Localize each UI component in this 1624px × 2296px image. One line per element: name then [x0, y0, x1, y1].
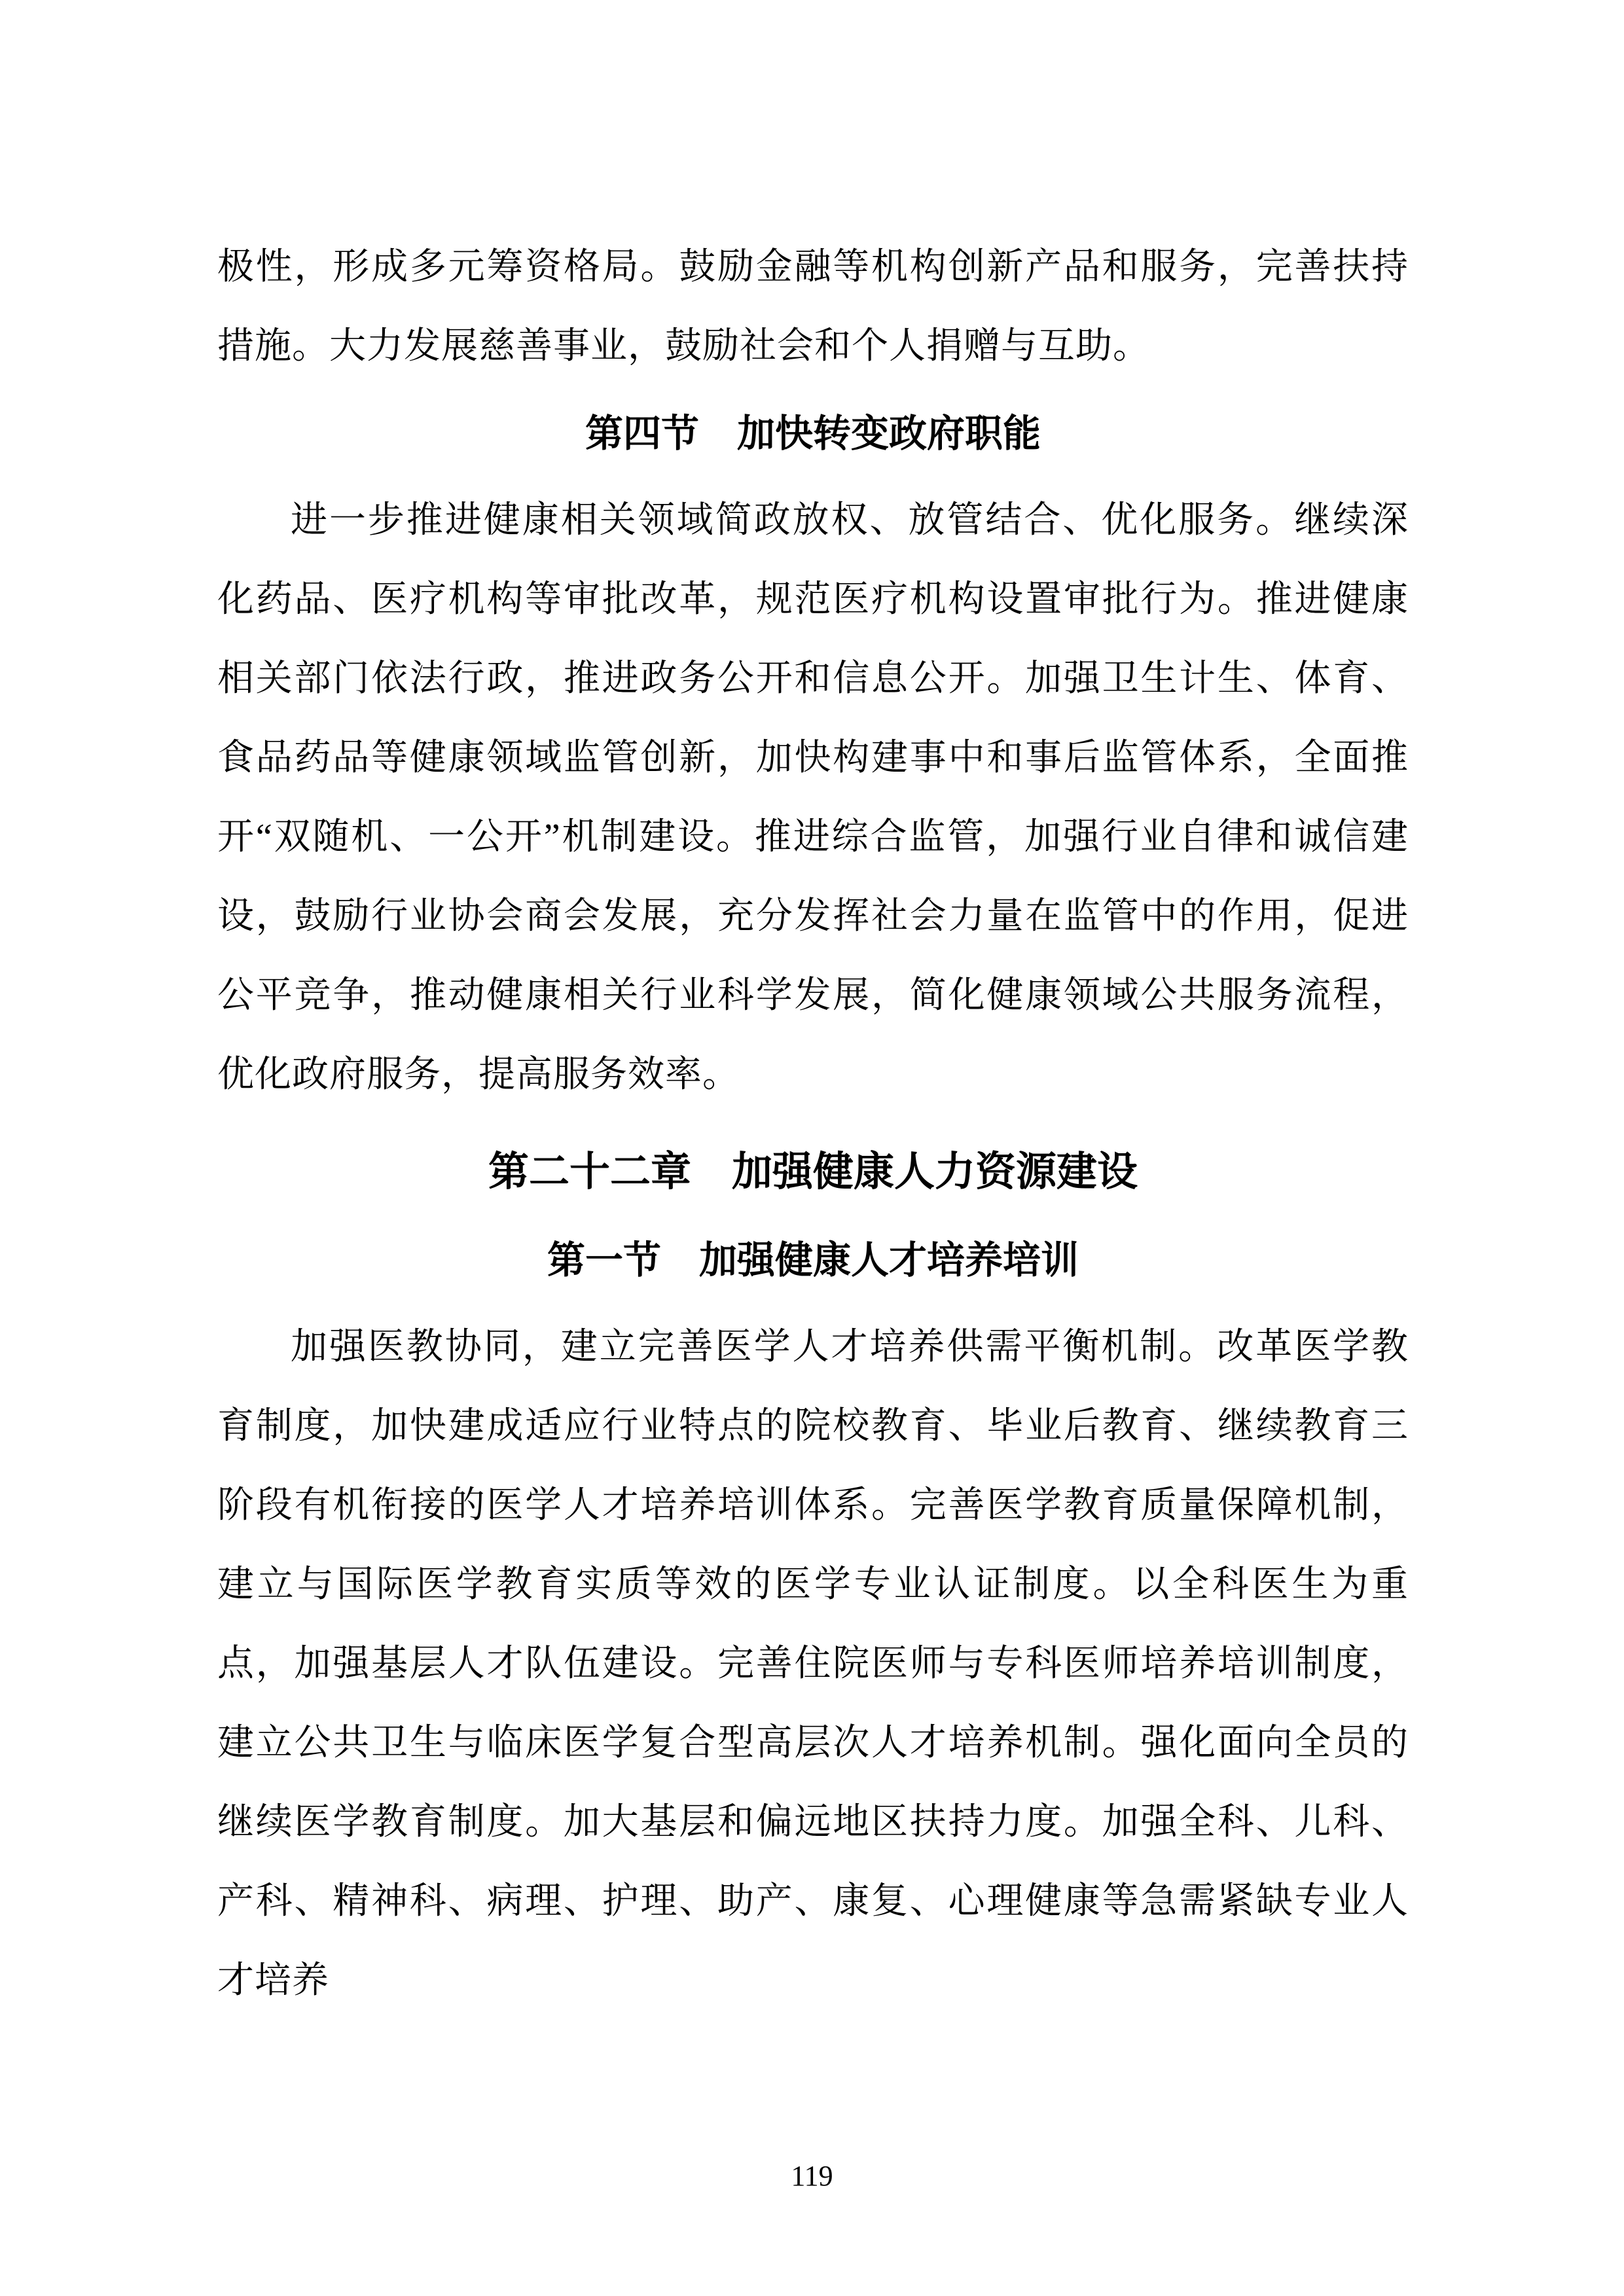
paragraph: 进一步推进健康相关领域简政放权、放管结合、优化服务。继续深化药品、医疗机构等审批改革，规范医疗机构设置审批行为。推进健康相关部门依法行政，推进政务公开和信息公开。加强卫生计生、体育、食品药品等健康领域监管创新，加快构建事中和事后监管体系，全面推开“双随机、一公开”机制建设。推进综合监管，加强行业自律和诚信建设，鼓励行业协会商会发展，充分发挥社会力量在监管中的作用，促进公平竞争，推动健康相关行业科学发展，简化健康领域公共服务流程，优化政府服务，提高服务效率。 [217, 500, 1409, 1095]
paragraph: 加强医教协同，建立完善医学人才培养供需平衡机制。改革医学教育制度，加快建成适应行业特点的院校教育、毕业后教育、继续教育三阶段有机衔接的医学人才培养培训体系。完善医学教育质量保障机制，建立与国际医学教育实质等效的医学专业认证制度。以全科医生为重点，加强基层人才队伍建设。完善住院医师与专科医师培养培训制度，建立公共卫生与临床医学复合型高层次人才培养机制。强化面向全员的继续医学教育制度。加大基层和偏远地区扶持力度。加强全科、儿科、产科、精神科、病理、护理、助产、康复、心理健康等急需紧缺专业人才培养 [217, 1327, 1409, 2001]
chapter-heading: 第二十二章 加强健康人力资源建设 [488, 1149, 1138, 1194]
section-heading: 第一节 加强健康人才培养培训 [547, 1239, 1079, 1282]
section-heading: 第四节 加快转变政府职能 [585, 412, 1041, 455]
page-number: 119 [791, 2160, 833, 2192]
document-body [217, 228, 1409, 2020]
paragraph: 极性，形成多元筹资格局。鼓励金融等机构创新产品和服务，完善扶持措施。大力发展慈善事业，鼓励社会和个人捐赠与互助。 [217, 247, 1409, 367]
